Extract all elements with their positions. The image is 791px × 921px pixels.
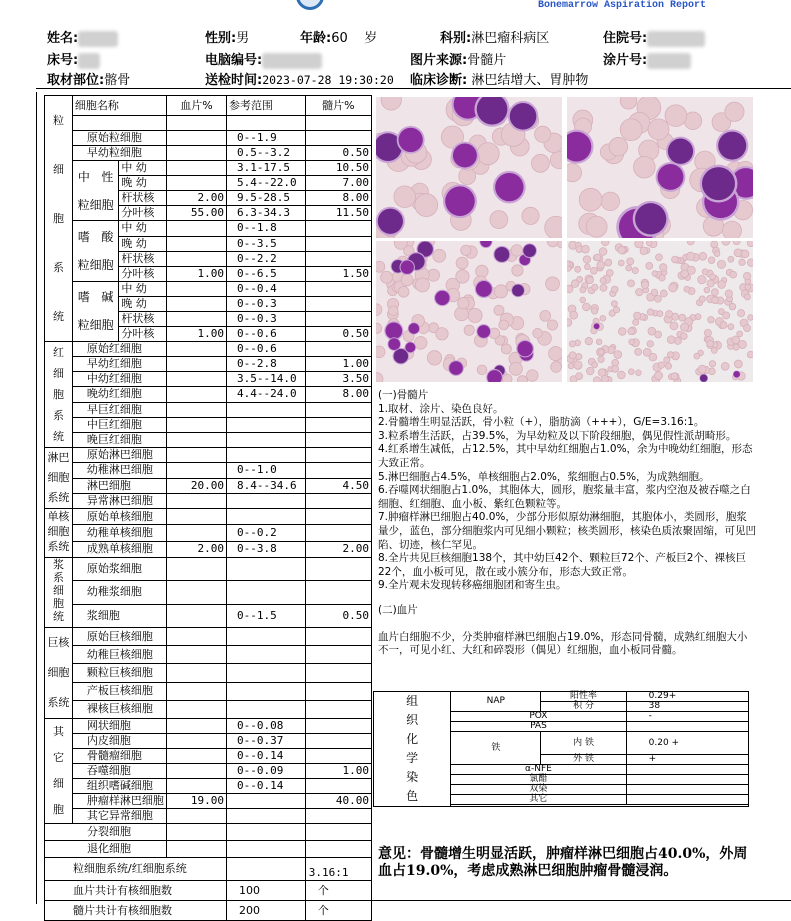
reference-range: [227, 700, 306, 718]
table-row: [45, 478, 372, 493]
marrow-finding: 7.肿瘤样淋巴细胞占40.0%，少部分形似原幼淋细胞，其胞体小，类圆形，胞浆量少，蓝色，部分细胞浆内可见细小颗粒；核类圆形，核染色质浓聚固缩，可见凹陷、切迹，核仁罕见。: [378, 511, 756, 551]
cell-count-table: [44, 95, 372, 921]
cell-type-name: 幼稚巨核细胞: [72, 646, 166, 664]
marrow-percent: [305, 628, 371, 646]
column-header-blood: 血片%: [166, 96, 226, 116]
blood-percent: [166, 824, 226, 841]
header-divider: [36, 88, 791, 89]
section-label-text: 淋巴细胞系统: [47, 451, 70, 504]
cell-type-name: 原始红细胞: [72, 342, 166, 357]
marrow-percent: 0.50: [305, 146, 371, 161]
section-label-text: 其它细胞: [52, 725, 64, 816]
frame-border: [36, 92, 37, 904]
reference-range: [227, 402, 306, 417]
reference-range: 0--3.5: [227, 236, 306, 251]
reference-range: 0--0.3: [227, 312, 306, 327]
blood-percent: 19.00: [166, 794, 226, 809]
table-row: [45, 734, 372, 749]
reference-range: [227, 581, 306, 604]
table-row: [45, 749, 372, 764]
cell-type-name: 分叶核: [119, 206, 167, 221]
blood-percent: [166, 779, 226, 794]
marrow-percent: [305, 525, 371, 541]
count-value: 100: [227, 881, 306, 901]
marrow-finding: 1.取材、涂片、染色良好。: [378, 402, 504, 415]
cell-type-name: 浆细胞: [72, 604, 166, 627]
reference-range: 0--0.14: [227, 779, 306, 794]
reference-range: 0--6.5: [227, 266, 306, 281]
table-row: [45, 581, 372, 604]
reference-range: [227, 417, 306, 432]
table-row: [45, 764, 372, 779]
marrow-percent: [305, 749, 371, 764]
cell-type-name: 杆状核: [119, 251, 167, 266]
marrow-percent: [305, 312, 371, 327]
cell-type-name: 原始单核细胞: [72, 509, 166, 525]
marrow-percent: 0.50: [305, 327, 371, 342]
table-row: [45, 357, 372, 372]
reference-range: 3.1-17.5: [227, 161, 306, 176]
table-row: [45, 809, 372, 824]
cell-type-name: 分裂细胞: [45, 824, 167, 841]
table-row: [45, 116, 372, 131]
reference-range: [227, 493, 306, 508]
table-row: [45, 841, 372, 858]
section-label-text: 红细胞系统: [52, 346, 64, 443]
marrow-percent: [305, 463, 371, 478]
cell-type-name: 原始浆细胞: [72, 558, 166, 581]
marrow-percent: [305, 281, 371, 296]
cell-type-name: 原始粒细胞: [72, 131, 166, 146]
cell-type-name: 晚幼红细胞: [72, 387, 166, 402]
column-header-marrow: 髓片%: [305, 96, 371, 116]
blood-percent: [166, 628, 226, 646]
submit-time: 送检时间:2023-07-28 19:30:20: [205, 73, 394, 88]
marrow-finding: 6.吞噬网状细胞占1.0%，其胞体大，圆形，胞浆量丰富，浆内空泡及被吞噬之白细胞、红细胞、血小板、紫红色颗粒等。: [378, 484, 751, 510]
table-row: [45, 372, 372, 387]
count-value: 200: [227, 901, 306, 921]
marrow-percent: [305, 432, 371, 447]
table-row: [45, 628, 372, 646]
reference-range: [227, 116, 306, 131]
blood-percent: [166, 646, 226, 664]
report-english-title: Bonemarrow Aspiration Report: [538, 0, 707, 11]
reference-range: 0--0.2: [227, 525, 306, 541]
table-row: [45, 682, 372, 700]
blood-percent: [166, 417, 226, 432]
blood-percent: [166, 281, 226, 296]
table-row: [45, 794, 372, 809]
blood-percent: [166, 146, 226, 161]
cell-type-name: 产板巨核细胞: [72, 682, 166, 700]
histochem-label: 组 织 化 学 染 色: [374, 692, 451, 807]
smear-number: 涂片号:: [603, 49, 691, 69]
blood-percent: 2.00: [166, 541, 226, 557]
reference-range: [227, 664, 306, 682]
blood-percent: 1.00: [166, 327, 226, 342]
marrow-percent: [305, 841, 371, 858]
marrow-percent: [305, 493, 371, 508]
cell-type-name: 内皮细胞: [72, 734, 166, 749]
blood-percent: [166, 581, 226, 604]
table-row: [45, 463, 372, 478]
cell-type-name: 裸核巨核细胞: [72, 700, 166, 718]
blood-percent: [166, 463, 226, 478]
cell-type-name: 分叶核: [119, 327, 167, 342]
blood-percent: [166, 509, 226, 525]
cell-type-name: 晚巨红细胞: [72, 432, 166, 447]
marrow-percent: 4.50: [305, 478, 371, 493]
blood-percent: [166, 297, 226, 312]
blood-percent: 1.00: [166, 266, 226, 281]
marrow-percent: [305, 297, 371, 312]
reference-range: [227, 646, 306, 664]
subgroup-label: 中 性 粒细胞: [72, 161, 118, 221]
marrow-percent: 1.50: [305, 266, 371, 281]
count-label: 血片共计有核细胞数: [45, 881, 227, 901]
marrow-percent: [305, 342, 371, 357]
table-row: [45, 779, 372, 794]
blood-percent: [166, 448, 226, 463]
table-row: [45, 541, 372, 557]
cell-type-name: 分叶核: [119, 266, 167, 281]
reference-range: [227, 824, 306, 841]
blood-percent: [166, 682, 226, 700]
marrow-percent: [305, 646, 371, 664]
reference-range: [227, 509, 306, 525]
cell-type-name: 原始巨核细胞: [72, 628, 166, 646]
count-row: [45, 881, 372, 901]
reference-range: 5.4--22.0: [227, 176, 306, 191]
section-label: [45, 448, 73, 509]
column-header-name: 细胞名称: [72, 96, 166, 116]
reference-range: 0--1.5: [227, 604, 306, 627]
cell-type-name: 组织嗜碱细胞: [72, 779, 166, 794]
blood-percent: [166, 493, 226, 508]
marrow-percent: [305, 221, 371, 236]
marrow-percent: [305, 558, 371, 581]
blood-percent: [166, 764, 226, 779]
cell-type-name: 异常淋巴细胞: [72, 493, 166, 508]
reference-range: [227, 841, 306, 858]
marrow-finding: 4.红系增生减低，占12.5%，其中早幼红细胞占1.0%，余为中晚幼红细胞，形态大致正常。: [378, 443, 753, 469]
count-label: 髓片共计有核细胞数: [45, 901, 227, 921]
blood-percent: [166, 176, 226, 191]
blood-percent: [166, 251, 226, 266]
reference-range: 0--0.6: [227, 327, 306, 342]
redacted-name: [78, 31, 118, 47]
table-row: [45, 221, 372, 236]
section-label: [45, 342, 73, 448]
marrow-percent: 7.00: [305, 176, 371, 191]
blood-percent: [166, 387, 226, 402]
ratio-value: 3.16:1: [305, 858, 371, 881]
marrow-percent: [305, 402, 371, 417]
subgroup-label: 嗜 酸 粒细胞: [72, 221, 118, 281]
cell-type-name: 晚 幼: [119, 176, 167, 191]
table-row: [45, 448, 372, 463]
count-unit: 个: [305, 881, 371, 901]
ratio-row: [45, 858, 372, 881]
section-label: [45, 96, 73, 342]
computer-number: 电脑编号:: [205, 49, 322, 69]
cell-type-name: 杆状核: [119, 191, 167, 206]
cell-type-name: 颗粒巨核细胞: [72, 664, 166, 682]
histochemistry-table: 组 织 化 学 染 色 NAP 阳性率 0.29+ 积 分 38 POX - PAS 铁 内 铁 0.20 + 外 铁 + α-NFE 氯醋 双染 其它: [373, 691, 749, 807]
table-row: [45, 342, 372, 357]
micrograph-image: [376, 241, 562, 382]
table-row: [45, 719, 372, 734]
blood-percent: [166, 402, 226, 417]
reference-range: [227, 809, 306, 824]
reference-range: 0--2.2: [227, 251, 306, 266]
table-row: [45, 387, 372, 402]
marrow-finding: 3.粒系增生活跃，占39.5%，为早幼粒及以下阶段细胞，偶见假性派胡畸形。: [378, 429, 737, 442]
marrow-percent: [305, 734, 371, 749]
reference-range: 0--0.6: [227, 342, 306, 357]
reference-range: 3.5--14.0: [227, 372, 306, 387]
reference-range: 0--1.0: [227, 463, 306, 478]
blood-percent: [166, 342, 226, 357]
report-findings: [378, 389, 756, 658]
reference-range: 0--0.4: [227, 281, 306, 296]
table-row: [45, 509, 372, 525]
cell-type-name: 中巨红细胞: [72, 417, 166, 432]
marrow-finding: 8.全片共见巨核细胞138个，其中幼巨42个、颗粒巨72个、产板巨2个、裸核巨22个，血小板可见，散在或小簇分布，形态大致正常。: [378, 552, 746, 578]
clinical-diagnosis: 临床诊断: 淋巴结增大、胃肿物: [410, 73, 589, 88]
marrow-finding: 2.骨髓增生明显活跃，骨小粒（+），脂肪滴（+++），G/E=3.16:1。: [378, 416, 705, 429]
table-row: [45, 664, 372, 682]
marrow-percent: [305, 581, 371, 604]
blood-percent: [166, 749, 226, 764]
table-row: [45, 131, 372, 146]
blood-percent: [166, 604, 226, 627]
cell-type-name: 原始淋巴细胞: [72, 448, 166, 463]
marrow-percent: [305, 824, 371, 841]
marrow-section-title: (一)骨髓片: [378, 389, 429, 401]
table-row: [45, 402, 372, 417]
sampling-site: 取材部位:髂骨: [47, 73, 131, 88]
cell-type-name: 肿瘤样淋巴细胞: [72, 794, 166, 809]
reference-range: 0--0.08: [227, 719, 306, 734]
marrow-percent: [305, 779, 371, 794]
marrow-percent: [305, 719, 371, 734]
marrow-percent: 1.00: [305, 357, 371, 372]
hospital-logo: [296, 0, 324, 10]
cell-type-name: 幼稚单核细胞: [72, 525, 166, 541]
reference-range: [227, 432, 306, 447]
blood-percent: [166, 700, 226, 718]
micrograph-image: [567, 97, 753, 238]
cell-type-name: 中 幼: [119, 221, 167, 236]
table-row: [45, 558, 372, 581]
reference-range: [227, 448, 306, 463]
cell-type-name: 淋巴细胞: [72, 478, 166, 493]
blood-percent: 20.00: [166, 478, 226, 493]
marrow-percent: [305, 809, 371, 824]
section-label: [45, 719, 73, 824]
cell-type-name: 早幼粒细胞: [72, 146, 166, 161]
reference-range: 0--1.9: [227, 131, 306, 146]
marrow-percent: [305, 448, 371, 463]
cell-type-name: 晚 幼: [119, 236, 167, 251]
blood-percent: [166, 312, 226, 327]
cell-type-name: 杆状核: [119, 312, 167, 327]
blood-section-title: (二)血片: [378, 603, 418, 616]
cell-type-name: 幼稚淋巴细胞: [72, 463, 166, 478]
blood-percent: [166, 809, 226, 824]
reference-range: [227, 682, 306, 700]
table-row: [45, 493, 372, 508]
cell-type-name: 中 幼: [119, 281, 167, 296]
reference-range: 0--0.14: [227, 749, 306, 764]
reference-range: 8.4--34.6: [227, 478, 306, 493]
marrow-finding: 5.淋巴细胞占4.5%，单核细胞占2.0%，浆细胞占0.5%，为成熟细胞。: [378, 470, 710, 483]
count-unit: 个: [305, 901, 371, 921]
section-label-text: 浆系细胞统: [52, 558, 64, 623]
cell-type-name: 中 幼: [119, 161, 167, 176]
marrow-percent: [305, 251, 371, 266]
blood-percent: 55.00: [166, 206, 226, 221]
reference-range: 0--1.8: [227, 221, 306, 236]
marrow-percent: [305, 131, 371, 146]
reference-range: [227, 794, 306, 809]
blood-findings: 血片白细胞不少，分类肿瘤样淋巴细胞占19.0%，形态同骨髓，成熟红细胞大小不一，可见小红、大红和碎裂形（偶见）红细胞，血小板同骨髓。: [378, 630, 748, 657]
department: 科别:淋巴瘤科病区: [440, 31, 550, 46]
marrow-percent: [305, 700, 371, 718]
blood-percent: [166, 236, 226, 251]
marrow-percent: 10.50: [305, 161, 371, 176]
reference-range: 6.3-34.3: [227, 206, 306, 221]
section-label: [45, 509, 73, 558]
bottom-divider: [370, 900, 791, 901]
patient-age: 年龄:60 岁: [300, 31, 378, 46]
reference-range: [227, 628, 306, 646]
marrow-percent: [305, 664, 371, 682]
blood-percent: [166, 131, 226, 146]
marrow-percent: [305, 682, 371, 700]
cell-type-name: 退化细胞: [45, 841, 167, 858]
table-header: [45, 96, 372, 116]
blood-percent: [166, 221, 226, 236]
blood-percent: [166, 116, 226, 131]
section-label-text: 粒细胞系统: [52, 114, 64, 323]
blood-percent: [166, 161, 226, 176]
table-row: [45, 432, 372, 447]
marrow-percent: 8.00: [305, 191, 371, 206]
table-row: [45, 417, 372, 432]
section-label-text: 巨核细胞系统: [47, 636, 70, 709]
reference-range: 4.4--24.0: [227, 387, 306, 402]
section-label-text: 单核细胞系统: [47, 510, 70, 553]
marrow-percent: 40.00: [305, 794, 371, 809]
subgroup-label: 嗜 碱 粒细胞: [72, 281, 118, 341]
table-row: [45, 146, 372, 161]
cell-type-name: 骨髓瘤细胞: [72, 749, 166, 764]
cell-type-name: 早幼红细胞: [72, 357, 166, 372]
blood-percent: [166, 558, 226, 581]
table-row: [45, 281, 372, 296]
cell-type-name: 晚 幼: [119, 297, 167, 312]
reference-range: 0--0.09: [227, 764, 306, 779]
reference-range: 0--3.8: [227, 541, 306, 557]
table-row: [45, 646, 372, 664]
cell-type-name: 中幼红细胞: [72, 372, 166, 387]
marrow-percent: 8.00: [305, 387, 371, 402]
reference-range: 0--2.8: [227, 357, 306, 372]
blood-percent: [166, 525, 226, 541]
reference-range: 0--0.3: [227, 297, 306, 312]
blood-percent: [166, 719, 226, 734]
image-source: 图片来源:骨髓片: [410, 53, 507, 68]
patient-name: 姓名:: [47, 27, 118, 47]
blood-percent: [166, 372, 226, 387]
reference-range: 0--0.37: [227, 734, 306, 749]
table-row: [45, 161, 372, 176]
table-row: [45, 824, 372, 841]
column-header-ref: 参考范围: [227, 96, 306, 116]
cell-type-name: 早巨红细胞: [72, 402, 166, 417]
bed-number: 床号:: [47, 49, 100, 69]
marrow-percent: [305, 116, 371, 131]
section-label: [45, 558, 73, 628]
cell-type-name: 成熟单核细胞: [72, 541, 166, 557]
blood-percent: [166, 841, 226, 858]
micrograph-image: [567, 241, 753, 382]
table-row: [45, 525, 372, 541]
table-row: [45, 700, 372, 718]
section-label: [45, 628, 73, 719]
marrow-percent: 1.00: [305, 764, 371, 779]
marrow-finding: 9.全片观未发现转移癌细胞团和寄生虫。: [378, 579, 567, 592]
cell-type-name: 其它异常细胞: [72, 809, 166, 824]
cell-type-name: [72, 116, 166, 131]
blood-percent: [166, 432, 226, 447]
opinion: 意见：骨髓增生明显活跃，肿瘤样淋巴细胞占40.0%，外周血占19.0%，考虑成熟淋巴细胞肿瘤骨髓浸润。: [378, 846, 748, 879]
cell-type-name: 网状细胞: [72, 719, 166, 734]
table-row: [45, 604, 372, 627]
marrow-percent: 0.50: [305, 604, 371, 627]
marrow-percent: 11.50: [305, 206, 371, 221]
blood-percent: [166, 664, 226, 682]
marrow-percent: [305, 509, 371, 525]
micrograph-image: [376, 97, 562, 238]
cell-type-name: 吞噬细胞: [72, 764, 166, 779]
reference-range: 0.5--3.2: [227, 146, 306, 161]
ratio-label: 粒细胞系统/红细胞系统: [45, 858, 227, 881]
ratio-empty: [227, 858, 306, 881]
blood-percent: [166, 357, 226, 372]
blood-percent: [166, 734, 226, 749]
marrow-percent: [305, 236, 371, 251]
cell-type-name: 幼稚浆细胞: [72, 581, 166, 604]
marrow-percent: 2.00: [305, 541, 371, 557]
reference-range: 9.5-28.5: [227, 191, 306, 206]
reference-range: [227, 558, 306, 581]
marrow-percent: [305, 417, 371, 432]
blood-percent: 2.00: [166, 191, 226, 206]
marrow-percent: 3.50: [305, 372, 371, 387]
patient-gender: 性别:男: [205, 31, 250, 46]
inpatient-number: 住院号:: [603, 27, 705, 47]
